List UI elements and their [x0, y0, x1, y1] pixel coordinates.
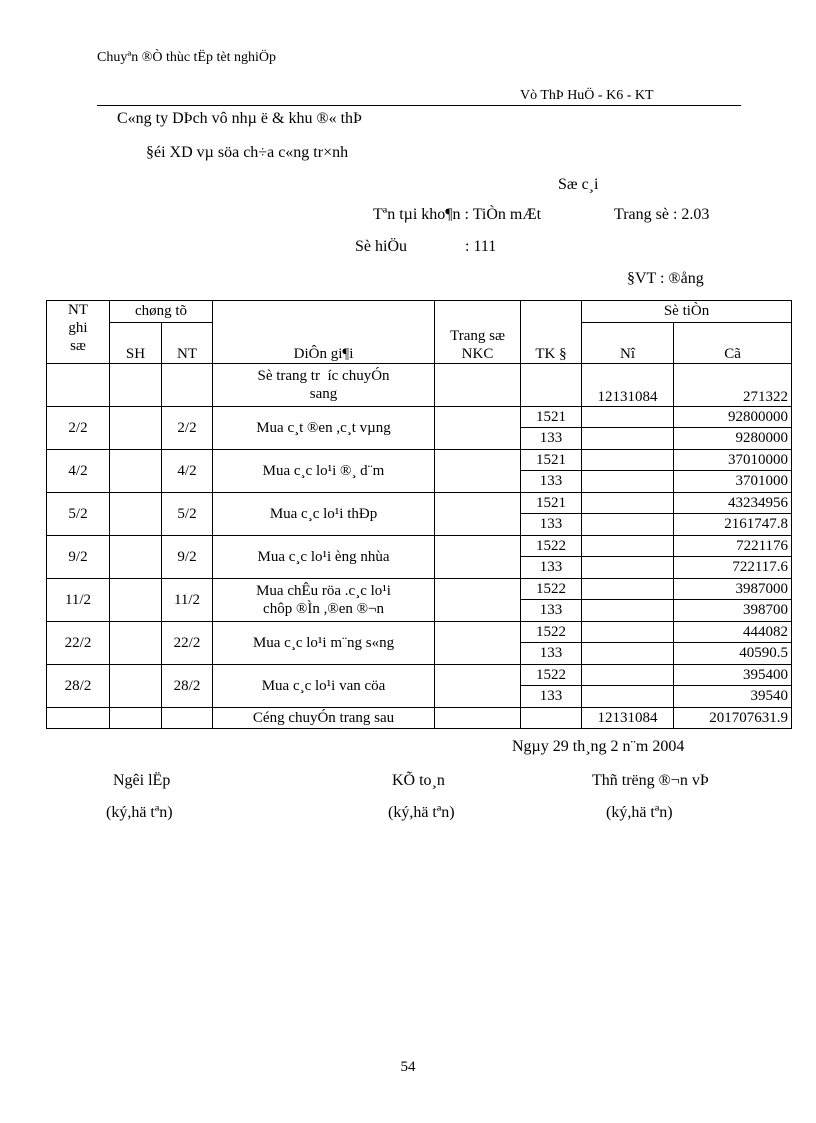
table-row	[47, 449, 792, 471]
debit-amount	[582, 600, 674, 622]
opening-desc: Sè trang tr íc chuyÓn sang	[213, 363, 435, 406]
signature-role-preparer: Ngêi lËp	[113, 772, 171, 789]
voucher-sh	[110, 492, 162, 535]
counter-account: 1522	[521, 664, 582, 686]
counter-account: 133	[521, 428, 582, 450]
counter-account: 133	[521, 600, 582, 622]
credit-amount: 444082	[674, 621, 792, 643]
nt-ghi-so-header: NT ghi sæ	[47, 301, 110, 364]
signature-note-preparer: (ký,hä tªn)	[106, 804, 173, 821]
counter-account: 133	[521, 557, 582, 579]
counter-account: 133	[521, 686, 582, 708]
entry-date: 5/2	[47, 492, 110, 535]
debit-amount	[582, 406, 674, 428]
debit-amount	[582, 428, 674, 450]
debit-amount	[582, 643, 674, 665]
tk-du-header: TK §	[521, 301, 582, 364]
voucher-sh	[110, 621, 162, 664]
total-desc: Céng chuyÓn trang sau	[213, 707, 435, 729]
counter-account: 1521	[521, 406, 582, 428]
credit-amount: 7221176	[674, 535, 792, 557]
company-name: C«ng ty DÞch vô nhµ ë & khu ®« thÞ	[117, 110, 362, 127]
page-reference: Trang sè : 2.03	[614, 206, 710, 223]
debit-amount	[582, 621, 674, 643]
credit-amount: 43234956	[674, 492, 792, 514]
voucher-nt: 11/2	[162, 578, 213, 621]
page-number: 54	[400, 1059, 416, 1075]
journal-page	[435, 578, 521, 621]
debit-amount	[582, 664, 674, 686]
voucher-nt: 4/2	[162, 449, 213, 492]
dien-giai-header: DiÔn gi¶i	[213, 301, 435, 364]
debit-amount	[582, 471, 674, 493]
account-name: Tªn tµi kho¶n : TiÒn mÆt	[373, 206, 542, 223]
account-number-label: Sè hiÖu	[355, 238, 407, 255]
voucher-nt: 22/2	[162, 621, 213, 664]
unit-name: §éi XD vµ söa ch÷a c«ng tr×nh	[146, 144, 349, 161]
so-tien-header: Sè tiÒn	[582, 301, 792, 323]
entry-date: 22/2	[47, 621, 110, 664]
credit-amount: 92800000	[674, 406, 792, 428]
credit-amount: 37010000	[674, 449, 792, 471]
running-header-title: Chuyªn ®Ò thùc tËp tèt nghiÖp	[97, 50, 276, 65]
total-no: 12131084	[582, 707, 674, 729]
ledger-table	[46, 300, 792, 729]
entry-description: Mua c¸t ®en ,c¸t vµng	[213, 406, 435, 449]
debit-amount	[582, 578, 674, 600]
journal-page	[435, 449, 521, 492]
chung-tu-header: chøng tõ	[110, 301, 213, 323]
counter-account: 1521	[521, 449, 582, 471]
debit-amount	[582, 492, 674, 514]
credit-amount: 40590.5	[674, 643, 792, 665]
entry-description: Mua c¸c lo¹i m¨ng s«ng	[213, 621, 435, 664]
credit-amount: 2161747.8	[674, 514, 792, 536]
credit-amount: 395400	[674, 664, 792, 686]
counter-account: 133	[521, 514, 582, 536]
credit-amount: 398700	[674, 600, 792, 622]
co-header: Cã	[674, 322, 792, 363]
debit-amount	[582, 557, 674, 579]
credit-amount: 9280000	[674, 428, 792, 450]
entry-date: 11/2	[47, 578, 110, 621]
entry-date: 4/2	[47, 449, 110, 492]
credit-amount: 39540	[674, 686, 792, 708]
total-row	[47, 707, 792, 729]
table-row	[47, 492, 792, 514]
credit-amount: 3987000	[674, 578, 792, 600]
voucher-sh	[110, 664, 162, 707]
running-header-author: Vò ThÞ HuÖ - K6 - KT	[520, 88, 654, 103]
total-co: 201707631.9	[674, 707, 792, 729]
no-header: Nî	[582, 322, 674, 363]
entry-description: Mua chÊu röa .c¸c lo¹i chôp ®Ìn ,®en ®¬n	[213, 578, 435, 621]
currency-unit: §VT : ®ång	[627, 270, 704, 287]
table-row	[47, 578, 792, 600]
signature-note-director: (ký,hä tªn)	[606, 804, 673, 821]
opening-co: 271322	[674, 363, 792, 406]
journal-page	[435, 406, 521, 449]
nt-header: NT	[162, 322, 213, 363]
voucher-sh	[110, 535, 162, 578]
opening-no: 12131084	[582, 363, 674, 406]
credit-amount: 722117.6	[674, 557, 792, 579]
voucher-sh	[110, 449, 162, 492]
journal-page	[435, 535, 521, 578]
voucher-sh	[110, 578, 162, 621]
journal-page	[435, 621, 521, 664]
table-row	[47, 406, 792, 428]
trang-so-header: Trang sæ NKC	[435, 301, 521, 364]
voucher-nt: 5/2	[162, 492, 213, 535]
table-row	[47, 621, 792, 643]
counter-account: 1521	[521, 492, 582, 514]
entry-description: Mua c¸c lo¹i thÐp	[213, 492, 435, 535]
table-row	[47, 535, 792, 557]
sh-header: SH	[110, 322, 162, 363]
signing-date: Ngµy 29 th¸ng 2 n¨m 2004	[512, 738, 685, 755]
voucher-sh	[110, 406, 162, 449]
debit-amount	[582, 535, 674, 557]
entry-date: 28/2	[47, 664, 110, 707]
counter-account: 133	[521, 471, 582, 493]
counter-account: 1522	[521, 535, 582, 557]
opening-balance-row	[47, 363, 792, 406]
table-row	[47, 664, 792, 686]
debit-amount	[582, 514, 674, 536]
counter-account: 1522	[521, 621, 582, 643]
header-rule	[97, 105, 741, 106]
journal-page	[435, 492, 521, 535]
entry-description: Mua c¸c lo¹i èng nhùa	[213, 535, 435, 578]
debit-amount	[582, 686, 674, 708]
debit-amount	[582, 449, 674, 471]
entry-date: 9/2	[47, 535, 110, 578]
voucher-nt: 28/2	[162, 664, 213, 707]
signature-role-director: Thñ trëng ®¬n vÞ	[592, 772, 709, 789]
entry-description: Mua c¸c lo¹i ®¸ d¨m	[213, 449, 435, 492]
counter-account: 133	[521, 643, 582, 665]
voucher-nt: 9/2	[162, 535, 213, 578]
counter-account: 1522	[521, 578, 582, 600]
entry-description: Mua c¸c lo¹i van cöa	[213, 664, 435, 707]
ledger-title: Sæ c¸i	[558, 176, 599, 193]
credit-amount: 3701000	[674, 471, 792, 493]
signature-note-accountant: (ký,hä tªn)	[388, 804, 455, 821]
journal-page	[435, 664, 521, 707]
header-row	[47, 301, 792, 323]
account-number-value: : 111	[465, 238, 497, 255]
voucher-nt: 2/2	[162, 406, 213, 449]
entry-date: 2/2	[47, 406, 110, 449]
signature-role-accountant: KÕ to¸n	[392, 772, 445, 789]
